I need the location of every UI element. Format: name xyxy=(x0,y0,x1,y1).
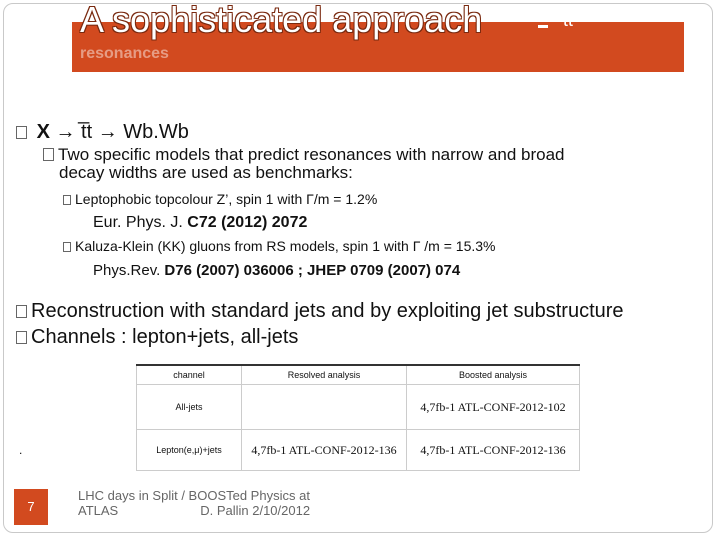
slide-title: A sophisticated approach xyxy=(80,0,483,40)
footer-line2-right: D. Pallin 2/10/2012 xyxy=(200,503,311,518)
models-intro-line2: decay widths are used as benchmarks: xyxy=(59,163,353,182)
ref1-bold-tail: (2012) 2072 xyxy=(216,214,308,231)
bullet-models-intro xyxy=(43,146,564,182)
model1-text: Leptophobic topcolour Z’, spin 1 with Γ/m = 1.2% xyxy=(75,191,378,207)
bullet-decay-chain xyxy=(16,121,189,144)
table-cell-resolved xyxy=(242,385,407,430)
reference-1 xyxy=(93,214,307,232)
slide-footer xyxy=(78,488,310,518)
table-header: Boosted analysis xyxy=(407,365,580,385)
decay-x: X xyxy=(36,121,50,143)
table-header: channel xyxy=(137,365,242,385)
table-cell-channel: Lepton(e,μ)+jets xyxy=(137,430,242,471)
bullet-checkbox-icon xyxy=(16,331,27,344)
footer-line1: LHC days in Split / BOOSTed Physics at xyxy=(78,488,310,503)
table-cell-channel: All-jets xyxy=(137,385,242,430)
decay-arrow-2: → xyxy=(97,121,118,143)
footer-line2-left: ATLAS xyxy=(78,503,119,518)
ref2-prefix: Phys.Rev. xyxy=(93,262,165,279)
bullet-reconstruction xyxy=(16,300,624,323)
ref1-bold: C72 xyxy=(187,214,217,231)
title-trailing-text: tt xyxy=(563,10,574,30)
table-header-row xyxy=(137,365,580,385)
bullet-model-kk xyxy=(63,238,496,254)
bullet-model-topcolour xyxy=(63,191,377,207)
ref2-bold: D76 (2007) 036006 ; JHEP 0709 (2007) 074 xyxy=(164,262,461,279)
ref1-prefix: Eur. Phys. J. xyxy=(93,214,188,231)
reference-2 xyxy=(93,262,460,279)
bullet-checkbox-icon xyxy=(63,195,71,205)
table-cell-resolved: 4,7fb-1 ATL-CONF-2012-136 xyxy=(242,430,407,471)
table-header: Resolved analysis xyxy=(242,365,407,385)
decay-products: Wb.Wb xyxy=(123,121,189,143)
model2-text: Kaluza-Klein (KK) gluons from RS models, spin 1 with Γ /m = 15.3% xyxy=(75,238,496,254)
slide-subtitle: resonances xyxy=(80,45,169,62)
table-cell-boosted: 4,7fb-1 ATL-CONF-2012-102 xyxy=(407,385,580,430)
stray-dot: . xyxy=(19,443,23,457)
title-dash-mark xyxy=(538,25,548,28)
channels-text: Channels : lepton+jets, all-jets xyxy=(31,326,299,348)
decay-tt: t̅t xyxy=(81,121,93,143)
page-number: 7 xyxy=(14,489,48,525)
table-row xyxy=(137,385,580,430)
analysis-table xyxy=(136,364,580,471)
table-row xyxy=(137,430,580,471)
table-cell-boosted: 4,7fb-1 ATL-CONF-2012-136 xyxy=(407,430,580,471)
bullet-checkbox-icon xyxy=(43,148,54,161)
bullet-checkbox-icon xyxy=(16,126,27,139)
bullet-checkbox-icon xyxy=(63,242,71,252)
bullet-channels xyxy=(16,326,298,349)
decay-arrow-1: → xyxy=(55,121,76,143)
bullet-checkbox-icon xyxy=(16,305,27,318)
reconstruction-text: Reconstruction with standard jets and by exploiting jet substructure xyxy=(31,300,624,322)
models-intro-line1: Two specific models that predict resonances with narrow and broad xyxy=(58,145,565,164)
